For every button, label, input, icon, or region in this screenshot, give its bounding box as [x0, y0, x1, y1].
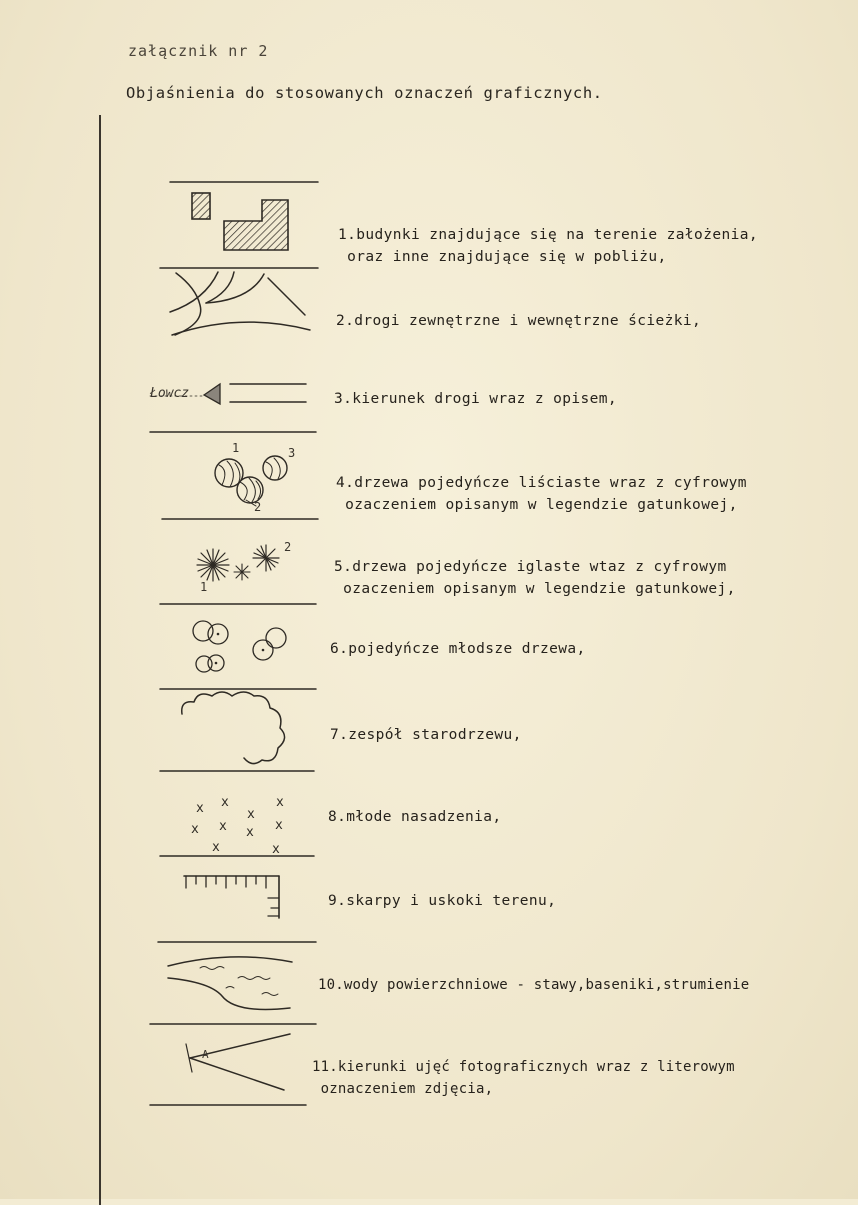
annex-label: załącznik nr 2: [128, 42, 269, 60]
svg-text:x: x: [247, 807, 255, 822]
legend-item-5: 5.drzewa pojedyńcze iglaste wtaz z cyfrowym ozaczeniem opisanym w legendzie gatunkowej,: [334, 559, 736, 597]
young-plantings-icon: [191, 795, 284, 857]
document-title: Objaśnienia do stosowanych oznaczeń graficznych.: [126, 84, 603, 102]
legend-item-1: 1.budynki znajdujące się na terenie założenia, oraz inne znajdujące się w pobliżu,: [338, 227, 758, 265]
svg-text:x: x: [196, 801, 204, 816]
legend-item-4: 4.drzewa pojedyńcze liściaste wraz z cyfrowym ozaczeniem opisanym w legendzie gatunkowej,: [336, 475, 747, 513]
tree-number-3: 3: [288, 446, 296, 460]
legend-item-8: 8.młode nasadzenia,: [328, 809, 502, 825]
legend-item-9: 9.skarpy i uskoki terenu,: [328, 893, 557, 909]
legend-item-7: 7.zespół starodrzewu,: [330, 727, 522, 743]
conifer-tree-icon: [197, 545, 279, 581]
svg-text:x: x: [276, 795, 284, 810]
legend-item-2: 2.drogi zewnętrzne i wewnętrzne ścieżki,: [336, 313, 702, 329]
photo-letter: A: [202, 1048, 209, 1061]
conifer-number-1: 1: [200, 580, 208, 594]
deciduous-tree-icon: [215, 456, 287, 506]
water-icon: [168, 957, 292, 1010]
old-trees-group-icon: [182, 692, 285, 764]
svg-text:x: x: [219, 819, 227, 834]
tree-number-1: 1: [232, 441, 240, 455]
svg-text:x: x: [191, 822, 199, 837]
road-direction-label: Łowcz: [150, 386, 190, 401]
buildings-icon: [192, 193, 288, 250]
legend-item-11: 11.kierunki ujęć fotograficznych wraz z literowym oznaczeniem zdjęcia,: [312, 1059, 735, 1097]
svg-text:x: x: [272, 842, 280, 857]
legend-item-6: 6.pojedyńcze młodsze drzewa,: [330, 641, 586, 657]
slope-icon: [184, 876, 279, 918]
legend-item-3: 3.kierunek drogi wraz z opisem,: [334, 391, 618, 407]
conifer-number-2: 2: [284, 540, 292, 554]
legend-item-10: 10.wody powierzchniowe - stawy,baseniki,strumienie: [318, 977, 750, 993]
separator-lines: [150, 182, 318, 1105]
svg-text:x: x: [212, 840, 220, 855]
photo-direction-icon: [186, 1034, 290, 1090]
young-tree-icon: [193, 621, 286, 672]
svg-text:x: x: [246, 825, 254, 840]
svg-text:x: x: [221, 795, 229, 810]
tree-number-2: 2: [254, 500, 262, 514]
svg-text:x: x: [275, 818, 283, 833]
roads-icon: [170, 272, 310, 335]
